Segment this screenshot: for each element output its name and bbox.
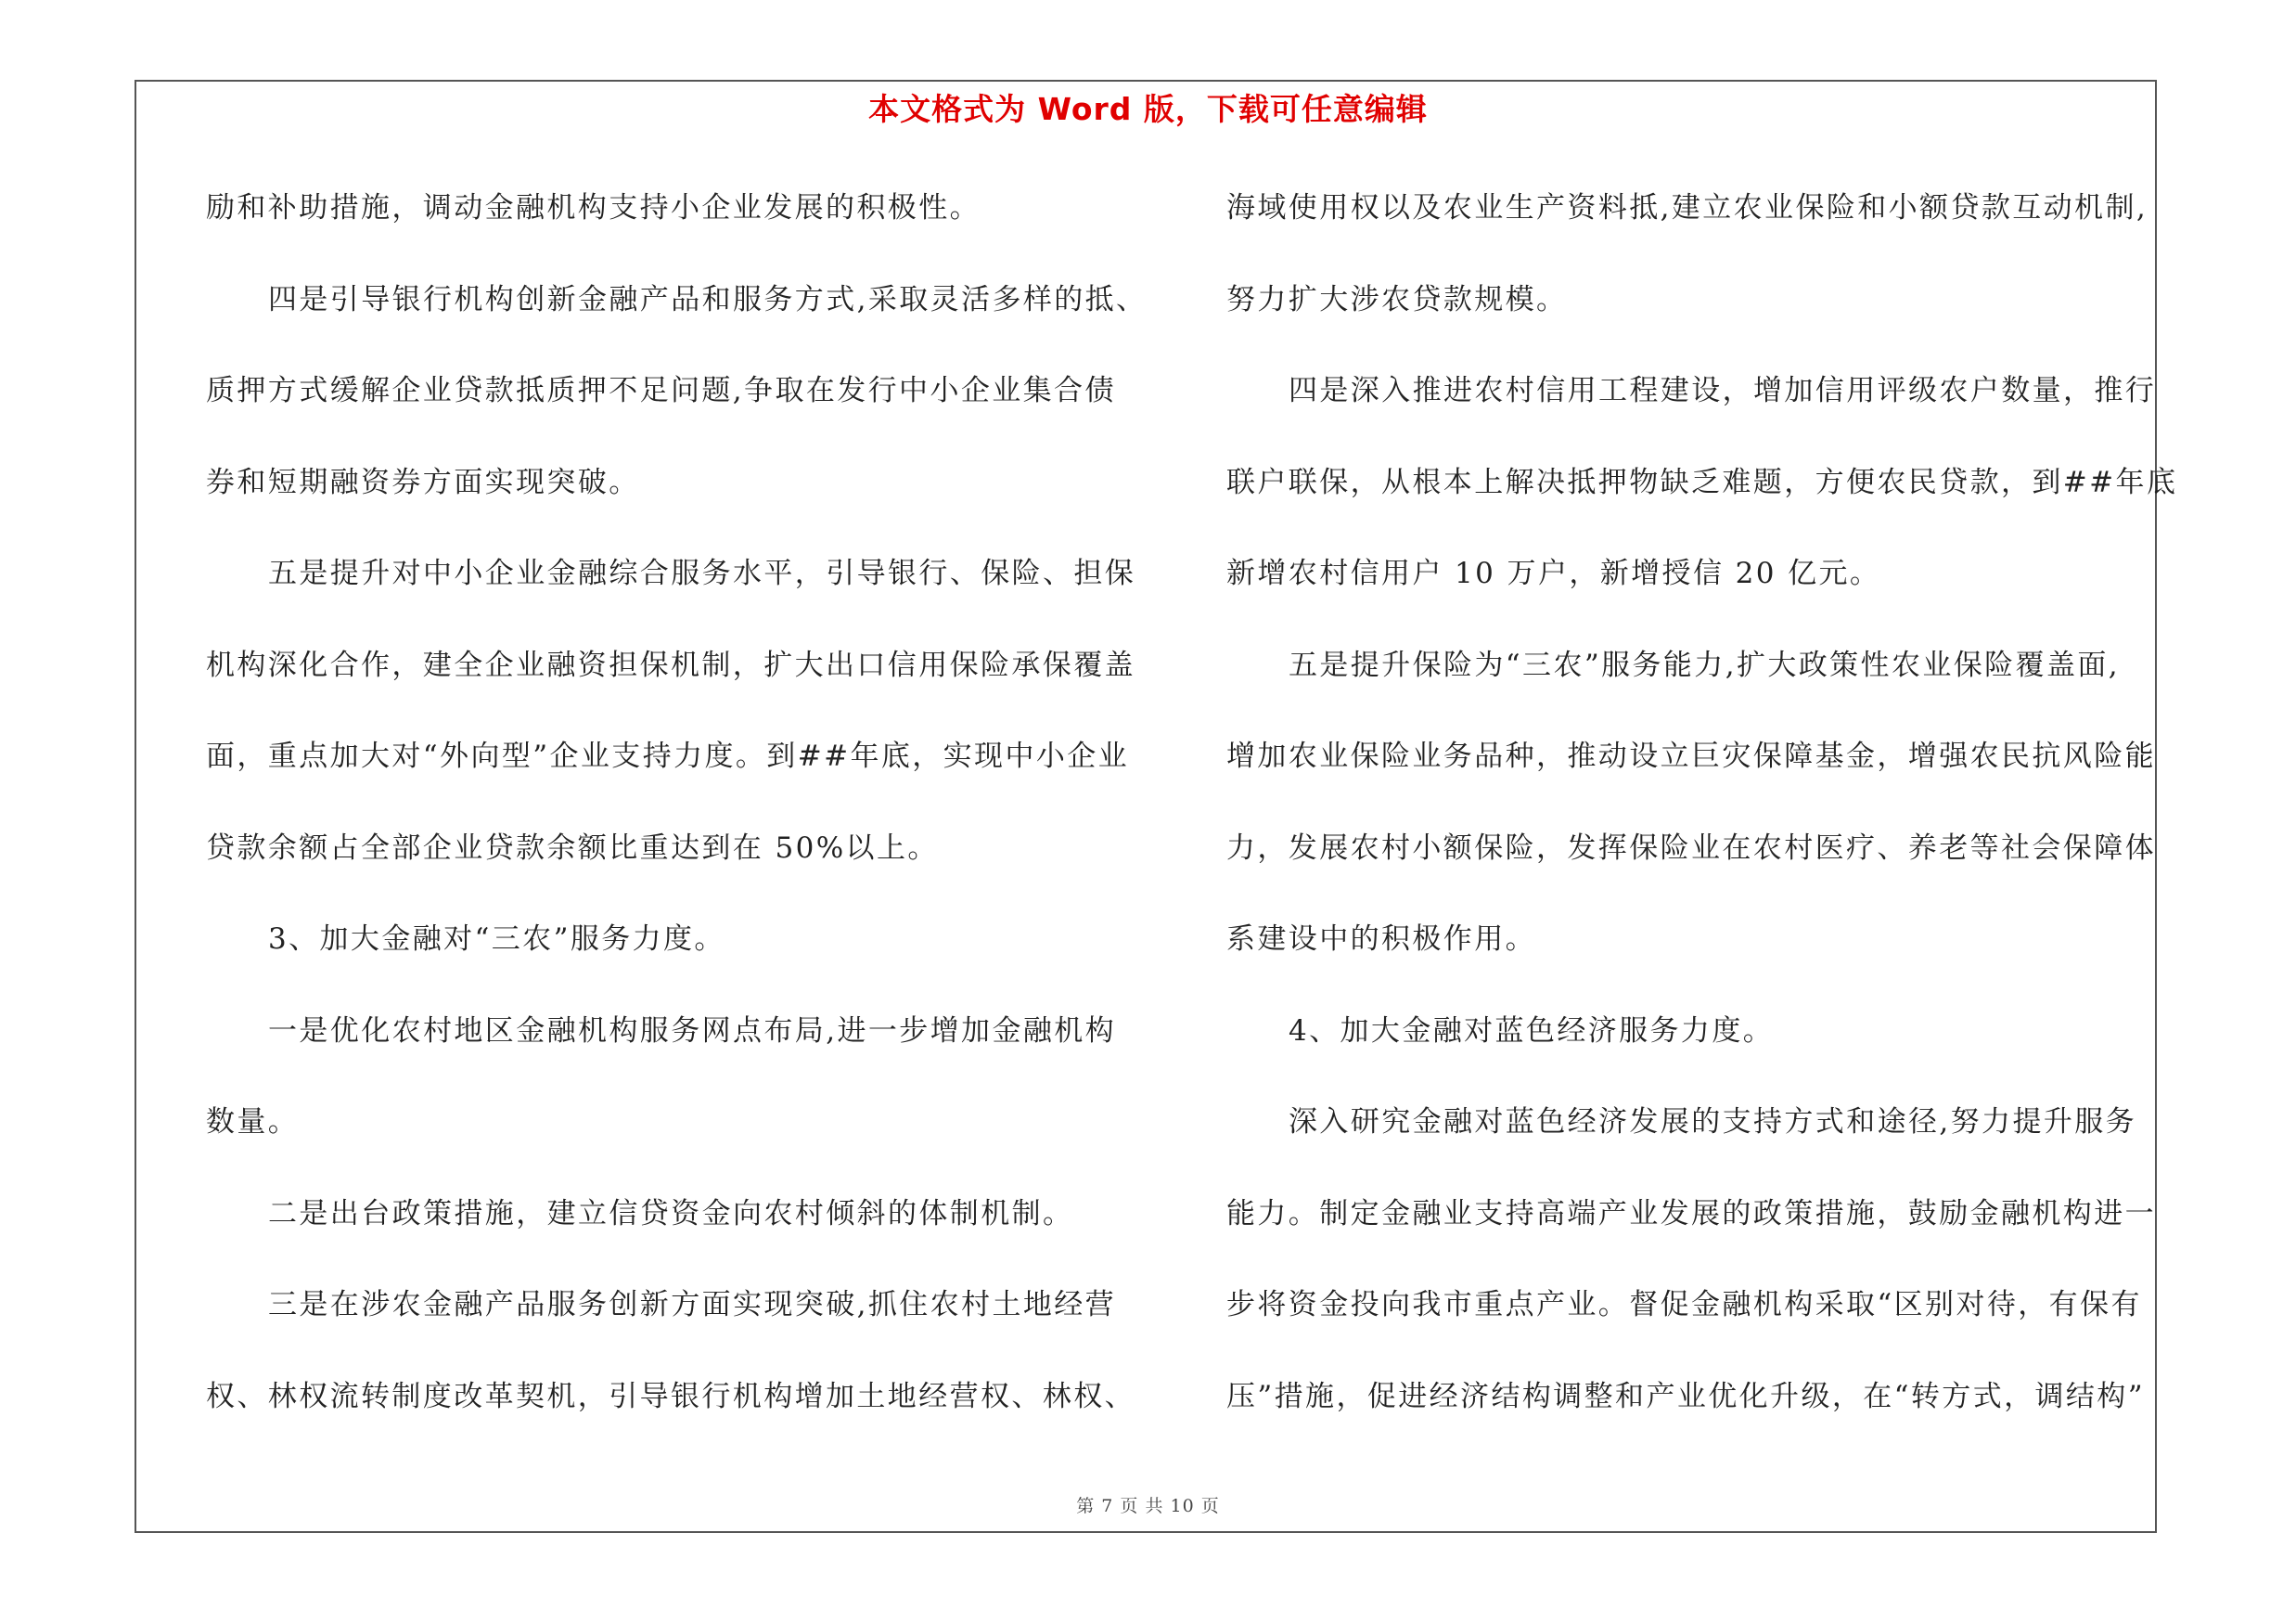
text-line: 努力扩大涉农贷款规模。 (1226, 282, 1568, 316)
text-line: 五是提升对中小企业金融综合服务水平，引导银行、保险、担保 (268, 557, 1136, 590)
text-line: 五是提升保险为“三农”服务能力,扩大政策性农业保险覆盖面, (1289, 648, 2121, 682)
text-line: 增加农业保险业务品种，推动设立巨灾保障基金，增强农民抗风险能 (1226, 740, 2156, 773)
text-line: 联户联保，从根本上解决抵押物缺乏难题，方便农民贷款，到##年底 (1226, 465, 2178, 499)
text-line: 新增农村信用户 10 万户，新增授信 20 亿元。 (1226, 557, 1881, 590)
text-line: 一是优化农村地区金融机构服务网点布局,进一步增加金融机构 (268, 1013, 1117, 1048)
text-line: 能力。制定金融业支持高端产业发展的政策措施，鼓励金融机构进一 (1226, 1196, 2156, 1230)
text-line: 压”措施，促进经济结构调整和产业优化升级，在“转方式，调结构” (1226, 1379, 2145, 1413)
text-line: 质押方式缓解企业贷款抵质押不足问题,争取在发行中小企业集合债 (206, 374, 1116, 407)
text-line: 系建设中的积极作用。 (1226, 922, 1536, 956)
text-line: 面，重点加大对“外向型”企业支持力度。到##年底，实现中小企业 (206, 740, 1130, 773)
page-number-footer: 第 7 页 共 10 页 (1076, 1496, 1220, 1516)
text-line: 4、加大金融对蓝色经济服务力度。 (1289, 1013, 1775, 1048)
text-line: 券和短期融资券方面实现突破。 (206, 465, 640, 499)
text-line: 深入研究金融对蓝色经济发展的支持方式和途径,努力提升服务 (1289, 1105, 2137, 1139)
text-line: 贷款余额占全部企业贷款余额比重达到在 50%以上。 (206, 831, 939, 865)
text-line: 3、加大金融对“三农”服务力度。 (268, 922, 725, 956)
text-line: 权、林权流转制度改革契机，引导银行机构增加土地经营权、林权、 (206, 1379, 1135, 1413)
right-text-column (1226, 182, 2178, 1462)
text-line: 机构深化合作，建全企业融资担保机制，扩大出口信用保险承保覆盖 (206, 648, 1135, 682)
text-line: 海域使用权以及农业生产资料抵,建立农业保险和小额贷款互动机制, (1226, 191, 2148, 225)
text-line: 力，发展农村小额保险，发挥保险业在农村医疗、养老等社会保障体 (1226, 831, 2156, 865)
text-line: 数量。 (206, 1105, 300, 1139)
text-line: 四是引导银行机构创新金融产品和服务方式,采取灵活多样的抵、 (268, 282, 1148, 316)
text-line: 四是深入推进农村信用工程建设，增加信用评级农户数量，推行 (1289, 374, 2157, 407)
text-line: 二是出台政策措施，建立信贷资金向农村倾斜的体制机制。 (268, 1196, 1074, 1230)
left-text-column (206, 182, 1148, 1462)
word-format-banner: 本文格式为 Word 版，下载可任意编辑 (868, 91, 1428, 127)
text-line: 步将资金投向我市重点产业。督促金融机构采取“区别对待，有保有 (1226, 1288, 2142, 1321)
text-line: 励和补助措施，调动金融机构支持小企业发展的积极性。 (206, 191, 981, 225)
text-line: 三是在涉农金融产品服务创新方面实现突破,抓住农村土地经营 (268, 1288, 1117, 1321)
